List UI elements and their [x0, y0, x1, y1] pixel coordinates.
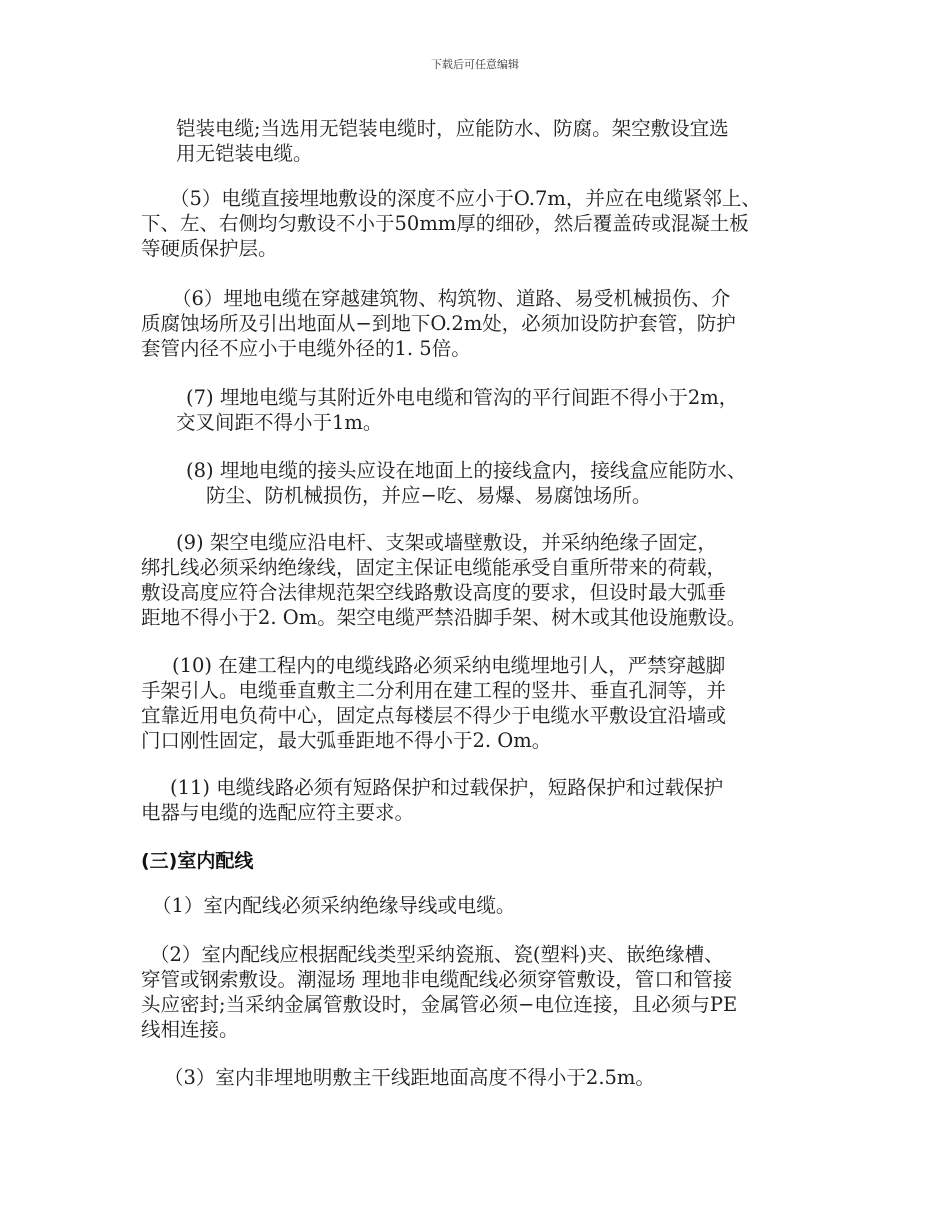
paragraph-line: 绑扎线必须采纳绝缘线，固定主保证电缆能承受自重所带来的荷载， — [141, 556, 727, 579]
paragraph-line: 交叉间距不得小于1m。 — [176, 411, 383, 434]
paragraph-line: 铠装电缆;当选用无铠装电缆时，应能防水、防腐。架空敷设宜选 — [176, 117, 729, 140]
paragraph-line: 线相连接。 — [141, 1018, 239, 1041]
paragraph-line: 敷设高度应符合法律规范架空线路敷设高度的要求，但设时最大弧垂 — [141, 581, 727, 604]
paragraph-line: 质腐蚀场所及引出地面从−到地下O.2m处，必须加设防护套管，防护 — [141, 312, 736, 335]
paragraph-line: 等硬质保护层。 — [141, 237, 278, 260]
page-header: 下载后可任意编辑 — [431, 58, 519, 71]
paragraph-line: 用无铠装电缆。 — [176, 142, 313, 165]
paragraph-line: 穿管或钢索敷设。潮湿场 理地非电缆配线必须穿管敷设，管口和管接 — [141, 968, 733, 991]
paragraph-line: 头应密封;当采纳金属管敷设时，金属管必须−电位连接，且必须与PE — [141, 993, 738, 1016]
paragraph-line: 门口刚性固定，最大弧垂距地不得小于2. Om。 — [141, 729, 552, 752]
paragraph-line: (11) 电缆线路必须有短路保护和过载保护，短路保护和过载保护 — [170, 776, 724, 799]
paragraph-line: 距地不得小于2. Om。架空电缆严禁沿脚手架、树木或其他设施敷设。 — [141, 606, 747, 629]
paragraph-line: (10) 在建工程内的电缆线路必须采纳电缆埋地引人，严禁穿越脚 — [172, 654, 726, 677]
paragraph-line: 套管内径不应小于电缆外径的1. 5倍。 — [141, 337, 471, 360]
paragraph-line: (9) 架空电缆应沿电杆、支架或墙壁敷设，并采纳绝缘子固定， — [176, 531, 717, 554]
paragraph-line: 防尘、防机械损伤，并应−吃、易爆、易腐蚀场所。 — [206, 484, 652, 507]
paragraph-line: (8) 埋地电缆的接头应设在地面上的接线盒内，接线盒应能防水、 — [186, 459, 747, 482]
paragraph-line: （3）室内非埋地明敷主干线距地面高度不得小于2.5m。 — [164, 1066, 655, 1089]
paragraph-line: 电器与电缆的选配应符主要求。 — [141, 801, 415, 824]
paragraph-line: （1）室内配线必须采纳绝缘导线或电缆。 — [152, 894, 516, 917]
paragraph-line: 下、左、右侧均匀敷设不小于50mm厚的细砂，然后覆盖砖或混凝土板 — [141, 212, 749, 235]
paragraph-line: （5）电缆直接埋地敷设的深度不应小于O.7m，并应在电缆紧邻上、 — [170, 187, 761, 210]
paragraph-line: (7) 埋地电缆与其附近外电电缆和管沟的平行间距不得小于2m， — [186, 386, 739, 409]
section-heading: (三)室内配线 — [141, 850, 254, 872]
paragraph-line: 宜靠近用电负荷中心，固定点每楼层不得少于电缆水平敷设宜沿墙或 — [141, 704, 727, 727]
paragraph-line: （2）室内配线应根据配线类型采纳瓷瓶、瓷(塑料)夹、嵌绝缘槽、 — [150, 943, 724, 966]
paragraph-line: 手架引人。电缆垂直敷主二分利用在建工程的竖井、垂直孔洞等，并 — [141, 679, 727, 702]
paragraph-line: （6）埋地电缆在穿越建筑物、构筑物、道路、易受机械损伤、介 — [172, 287, 731, 310]
